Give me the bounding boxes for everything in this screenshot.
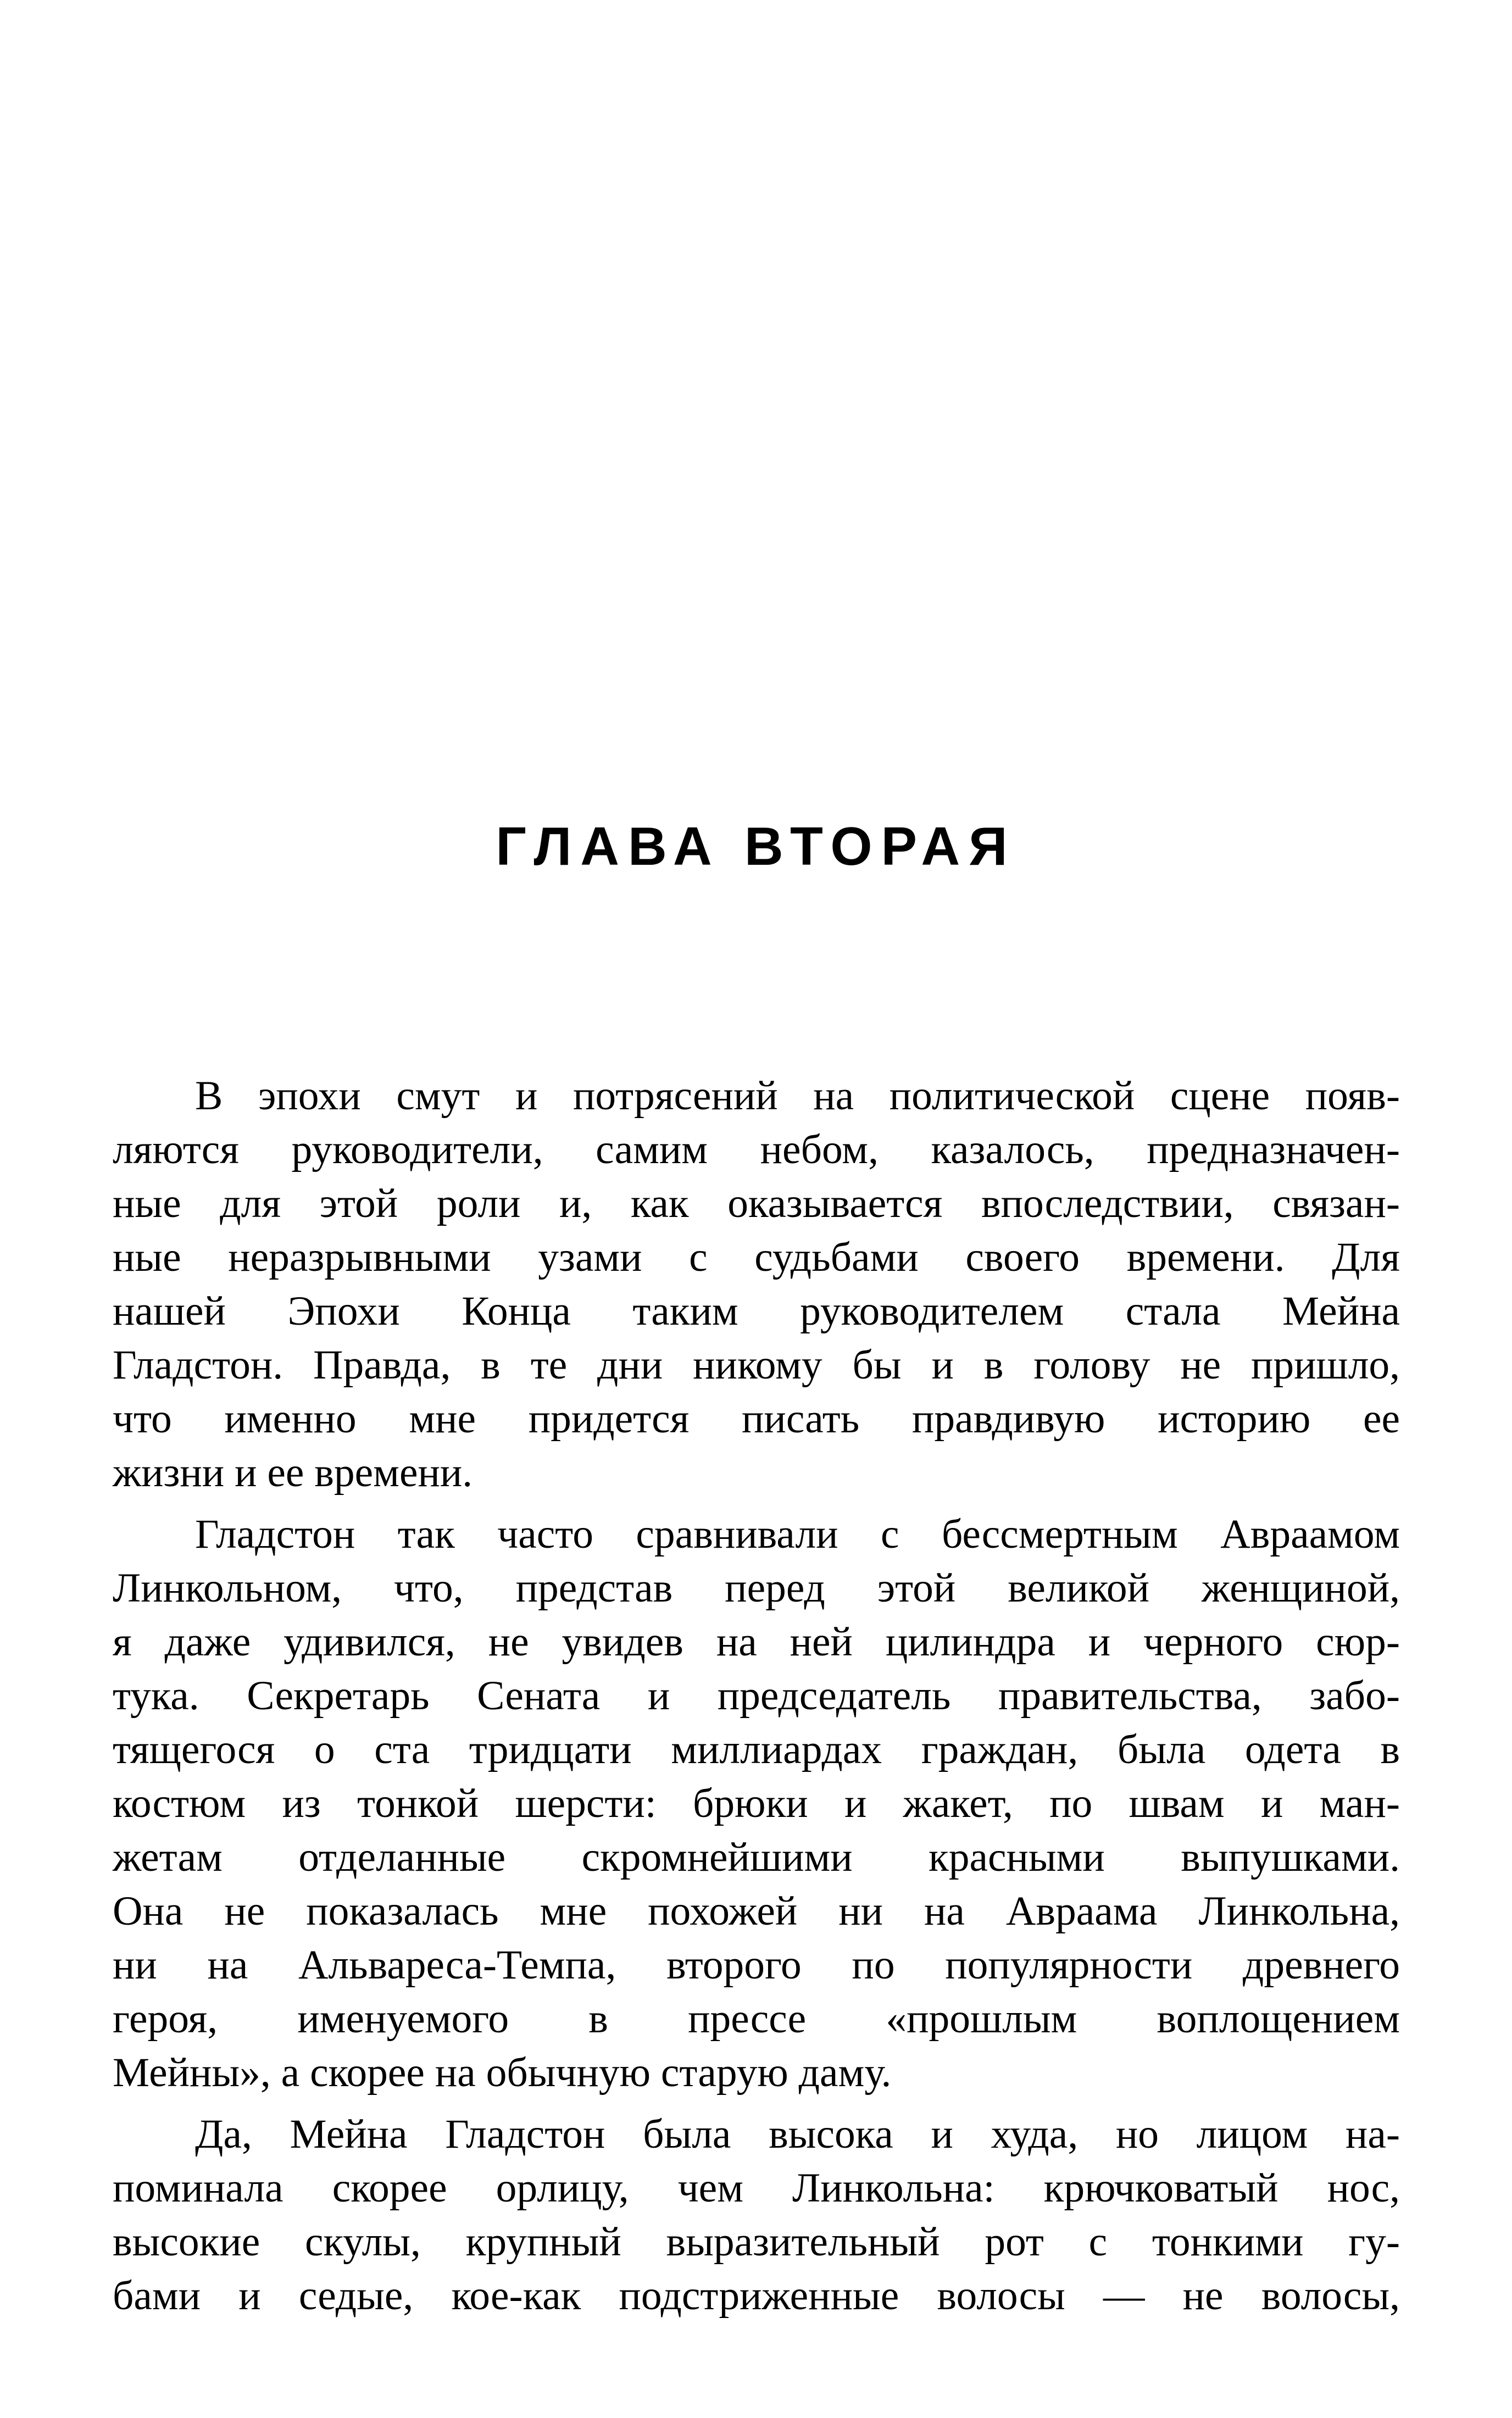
text-line: ные для этой роли и, как оказывается впоследствии, связан- — [113, 1181, 1400, 1226]
text-line: Мейны», а скорее на обычную старую даму. — [113, 2050, 892, 2095]
text-line: нашей Эпохи Конца таким руководителем стала Мейна — [113, 1288, 1400, 1334]
text-line: В эпохи смут и потрясений на политической сцене появ- — [195, 1073, 1400, 1119]
text-line: костюм из тонкой шерсти: брюки и жакет, по швам и ман- — [113, 1781, 1400, 1826]
text-line: тука. Секретарь Сената и председатель правительства, забо- — [113, 1673, 1400, 1719]
chapter-title: ГЛАВА ВТОРАЯ — [496, 816, 1016, 876]
text-line: тящегося о ста тридцати миллиардах граждан, была одета в — [113, 1727, 1400, 1772]
text-line: ни на Альвареса-Темпа, второго по популярности древнего — [113, 1942, 1400, 1988]
text-line: Линкольном, что, представ перед этой великой женщиной, — [113, 1565, 1400, 1611]
text-line: ляются руководители, самим небом, казалось, предназначен- — [113, 1127, 1400, 1172]
paragraph-3 — [113, 2108, 1400, 2323]
text-line: Гладстон. Правда, в те дни никому бы и в голову не пришло, — [113, 1342, 1400, 1388]
text-line: я даже удивился, не увидев на ней цилиндра и черного сюр- — [113, 1619, 1400, 1665]
text-line: жетам отделанные скромнейшими красными выпушками. — [113, 1835, 1400, 1880]
paragraph-2 — [113, 1508, 1400, 2100]
text-line: героя, именуемого в прессе «прошлым воплощением — [113, 1996, 1400, 2042]
text-line: Да, Мейна Гладстон была высока и худа, но лицом на- — [195, 2111, 1400, 2157]
text-line: Она не показалась мне похожей ни на Авраама Линкольна, — [113, 1888, 1400, 1934]
text-line: Гладстон так часто сравнивали с бессмертным Авраамом — [195, 1511, 1400, 1557]
text-line: бами и седые, кое-как подстриженные волосы — не волосы, — [113, 2273, 1400, 2319]
text-line: высокие скулы, крупный выразительный рот с тонкими гу- — [113, 2219, 1400, 2265]
text-line: жизни и ее времени. — [113, 1450, 473, 1496]
text-line: ные неразрывными узами с судьбами своего времени. Для — [113, 1235, 1400, 1280]
paragraph-1 — [113, 1069, 1400, 1500]
text-line: поминала скорее орлицу, чем Линкольна: крючковатый нос, — [113, 2165, 1400, 2211]
body-text — [113, 1069, 1400, 2331]
text-line: что именно мне придется писать правдивую историю ее — [113, 1396, 1400, 1442]
